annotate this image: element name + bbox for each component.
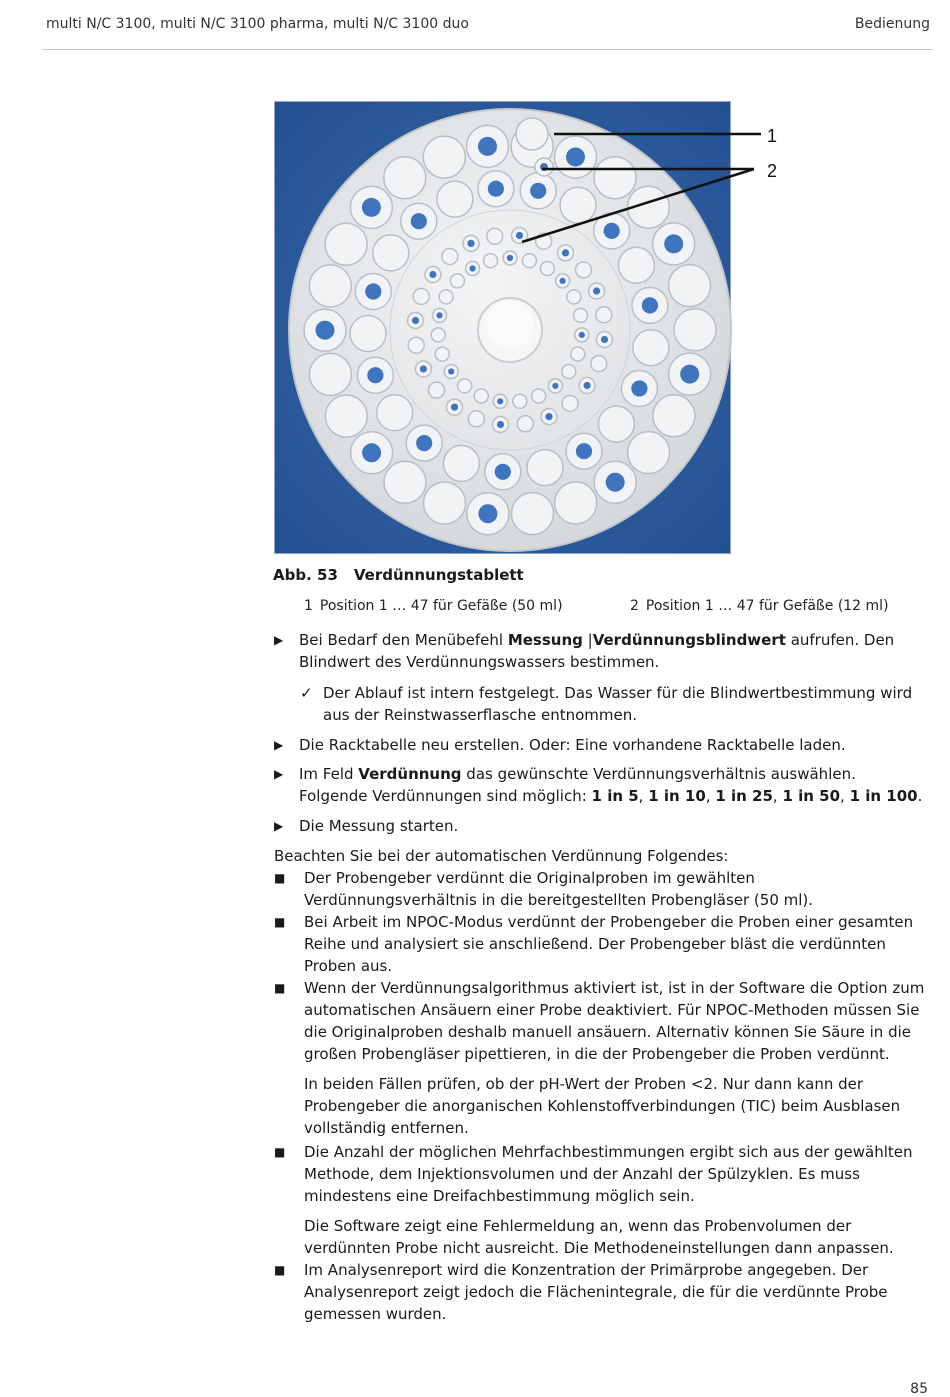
tray-position-empty	[437, 181, 473, 217]
tray-position-empty	[522, 254, 536, 268]
tray-position-empty	[594, 157, 636, 199]
note-bullet	[274, 911, 930, 977]
vial-insert	[576, 443, 592, 459]
tray-hub-knob	[486, 301, 534, 349]
field-name: Verdünnung	[358, 765, 462, 783]
checkmark-icon: ✓	[300, 684, 313, 702]
tray-position-empty	[527, 450, 563, 486]
tray-position-empty	[674, 309, 716, 351]
vial-insert	[416, 435, 432, 451]
tray-position-empty	[377, 395, 413, 431]
instruction-step	[274, 815, 930, 837]
tray-position-empty	[555, 482, 597, 524]
note-bullet	[274, 867, 930, 911]
bullet-text: Im Analysenreport wird die Konzentration der Primärprobe angegeben. Der Analysenreport zeigt jedoch die Flächenintegrale, die für die verdünnte Probe gemessen wurden.	[304, 1261, 888, 1323]
legend-text: Position 1 … 47 für Gefäße (50 ml)	[319, 598, 563, 614]
vial-insert	[562, 249, 569, 256]
tray-position-empty	[562, 396, 578, 412]
instruction-step	[274, 629, 930, 673]
tray-position-empty	[350, 316, 386, 352]
vial-insert	[365, 283, 381, 299]
tray-position-empty	[325, 395, 367, 437]
tray-position-empty	[309, 353, 351, 395]
tray-position-empty	[450, 274, 464, 288]
note-bullet	[274, 1141, 930, 1207]
vial-insert	[316, 321, 335, 340]
square-bullet-icon: ■	[274, 1263, 286, 1277]
legend-item	[304, 598, 563, 614]
step-text: Im Feld Verdünnung das gewünschte Verdünnungsverhältnis auswählen. Folgende Verdünnungen sind möglich: 1 in 5, 1 in 10, 1 in 25, 1 in 50, 1 in 100.	[299, 765, 923, 805]
tray-position-empty	[653, 395, 695, 437]
dilution-option: 1 in 100	[849, 787, 918, 805]
menu-command: Verdünnungsblindwert	[592, 631, 786, 649]
tray-position-empty	[669, 265, 711, 307]
tray-position-empty	[598, 406, 634, 442]
vial-insert	[664, 234, 683, 253]
notes-intro: Beachten Sie bei der automatischen Verdünnung Folgendes:	[274, 847, 729, 865]
vial-insert	[560, 278, 566, 284]
tray-position-empty	[562, 365, 576, 379]
step-text: Die Racktabelle neu erstellen. Oder: Eine vorhandene Racktabelle laden.	[299, 736, 846, 754]
vial-insert	[412, 317, 419, 324]
vial-insert	[552, 383, 558, 389]
square-bullet-icon: ■	[274, 915, 286, 929]
vial-insert	[507, 255, 513, 261]
figure-caption	[273, 566, 524, 584]
step-arrow-icon: ▶	[274, 738, 284, 752]
dilution-tray-photo	[274, 101, 778, 554]
vial-insert	[411, 213, 427, 229]
vial-insert	[516, 232, 523, 239]
running-header-section: Bedienung	[854, 16, 930, 32]
vial-insert	[478, 137, 497, 156]
vial-insert	[367, 367, 383, 383]
vial-insert	[429, 271, 436, 278]
tray-position-empty	[429, 382, 445, 398]
dilution-option: 1 in 25	[715, 787, 773, 805]
tray-position-empty	[560, 187, 596, 223]
step-arrow-icon: ▶	[274, 819, 284, 833]
dilution-option: 1 in 5	[591, 787, 639, 805]
legend-text: Position 1 … 47 für Gefäße (12 ml)	[645, 598, 889, 614]
bullet-text: Der Probengeber verdünnt die Originalproben im gewählten Verdünnungsverhältnis in die bereitgestellten Probengläser (50 ml).	[304, 869, 814, 909]
vial-insert	[593, 287, 600, 294]
vial-insert	[497, 421, 504, 428]
tray-position-empty	[423, 136, 465, 178]
square-bullet-icon: ■	[274, 981, 286, 995]
tray-position-empty	[576, 262, 592, 278]
tray-position-empty	[325, 223, 367, 265]
vial-insert	[362, 443, 381, 462]
tray-position-empty	[474, 389, 488, 403]
vial-insert	[495, 464, 511, 480]
vial-insert	[631, 380, 647, 396]
tray-position-empty	[513, 394, 527, 408]
tray-position-empty	[567, 290, 581, 304]
square-bullet-icon: ■	[274, 1145, 286, 1159]
callout-label-1: 1	[767, 126, 778, 146]
legend-item	[630, 598, 889, 614]
legend-number: 1	[304, 598, 313, 614]
tray-position-empty	[443, 445, 479, 481]
vial-insert	[436, 312, 442, 318]
header-divider	[42, 49, 933, 50]
vial-insert	[680, 365, 699, 384]
vial-insert	[497, 398, 503, 404]
tray-position-empty	[442, 249, 458, 265]
tray-position-empty	[435, 347, 449, 361]
result-text: Der Ablauf ist intern festgelegt. Das Wasser für die Blindwertbestimmung wird aus der Reinstwasserflasche entnommen.	[323, 684, 913, 724]
running-header-title: multi N/C 3100, multi N/C 3100 pharma, multi N/C 3100 duo	[46, 16, 469, 32]
caption-title: Verdünnungstablett	[353, 566, 524, 584]
tray-position-empty	[512, 493, 554, 535]
tray-position-empty	[628, 432, 670, 474]
tray-position-empty	[571, 347, 585, 361]
vial-insert	[642, 297, 658, 313]
step-text: Bei Bedarf den Menübefehl Messung |Verdünnungsblindwert aufrufen. Den Blindwert des Verdünnungswassers bestimmen.	[299, 631, 895, 671]
caption-number: Abb. 53	[273, 566, 338, 584]
vial-insert	[362, 198, 381, 217]
step-text: Die Messung starten.	[299, 817, 459, 835]
tray-position-empty	[633, 330, 669, 366]
tray-position-empty	[596, 307, 612, 323]
tray-position-empty	[373, 235, 409, 271]
vial-insert	[545, 413, 552, 420]
tray-position-empty	[574, 308, 588, 322]
tray-position-empty	[468, 411, 484, 427]
dilution-tray-illustration	[274, 101, 778, 554]
tray-position-empty	[540, 262, 554, 276]
bullet-continuation: In beiden Fällen prüfen, ob der pH-Wert der Proben <2. Nur dann kann der Probengeber die anorganischen Kohlenstoffverbindungen (TIC) beim Ausblasen vollständig entfernen.	[304, 1075, 901, 1137]
bullet-continuation: Die Software zeigt eine Fehlermeldung an, wenn das Probenvolumen der verdünnten Probe nicht ausreicht. Die Methodeneinstellungen dann anpassen.	[304, 1217, 894, 1257]
step-arrow-icon: ▶	[274, 633, 284, 647]
vial-insert	[584, 382, 591, 389]
tray-position-empty	[439, 290, 453, 304]
tray-position-empty	[532, 389, 546, 403]
result-note	[300, 682, 920, 726]
vial-insert	[470, 265, 476, 271]
vial-insert	[579, 332, 585, 338]
vial-insert	[606, 473, 625, 492]
tray-position-empty	[484, 254, 498, 268]
square-bullet-icon: ■	[274, 871, 286, 885]
bullet-text: Bei Arbeit im NPOC-Modus verdünnt der Probengeber die Proben einer gesamten Reihe und analysiert sie anschließend. Der Probengeber bläst die verdünnten Proben aus.	[304, 913, 914, 975]
bullet-text: Wenn der Verdünnungsalgorithmus aktiviert ist, ist in der Software die Option zum automatischen Ansäuern einer Probe deaktiviert. Für NPOC-Methoden müssen Sie die Originalproben deshalb manuell ansäuern. Alternativ können Sie Säure in die großen Probengläser pipettieren, in die der Probengeber die Proben verdünnt.	[304, 979, 925, 1063]
vial-insert	[467, 240, 474, 247]
note-bullet	[274, 1259, 930, 1325]
vial-insert	[420, 365, 427, 372]
tray-position-empty	[618, 247, 654, 283]
tray-position-empty	[458, 379, 472, 393]
tray-position-empty	[591, 356, 607, 372]
legend-number: 2	[630, 598, 639, 614]
vial-insert	[604, 223, 620, 239]
tray-position-empty	[431, 328, 445, 342]
note-bullet	[274, 977, 930, 1065]
dilution-option: 1 in 50	[782, 787, 841, 805]
vial-insert	[566, 148, 585, 167]
vial-insert	[530, 183, 546, 199]
instruction-step	[274, 763, 930, 807]
vial-insert	[478, 504, 497, 523]
tray-position-empty	[408, 337, 424, 353]
tray-position-empty	[487, 228, 503, 244]
tray-position-empty	[413, 288, 429, 304]
vial-insert	[601, 336, 608, 343]
tray-position-empty	[517, 416, 533, 432]
tray-position-empty	[516, 118, 548, 150]
callout-label-2: 2	[767, 161, 778, 181]
tray-position-empty	[424, 482, 466, 524]
vial-insert	[448, 368, 454, 374]
vial-insert	[451, 404, 458, 411]
bullet-text: Die Anzahl der möglichen Mehrfachbestimmungen ergibt sich aus der gewählten Methode, dem Injektionsvolumen und der Anzahl der Spülzyklen. Es muss mindestens eine Dreifachbestimmung möglich sein.	[304, 1143, 913, 1205]
menu-name: Messung	[507, 631, 583, 649]
vial-insert	[488, 181, 504, 197]
dilution-option: 1 in 10	[648, 787, 706, 805]
tray-position-empty	[384, 157, 426, 199]
instruction-step	[274, 734, 930, 756]
step-arrow-icon: ▶	[274, 767, 284, 781]
tray-position-empty	[384, 461, 426, 503]
page-number: 85	[910, 1381, 928, 1397]
tray-position-empty	[309, 265, 351, 307]
